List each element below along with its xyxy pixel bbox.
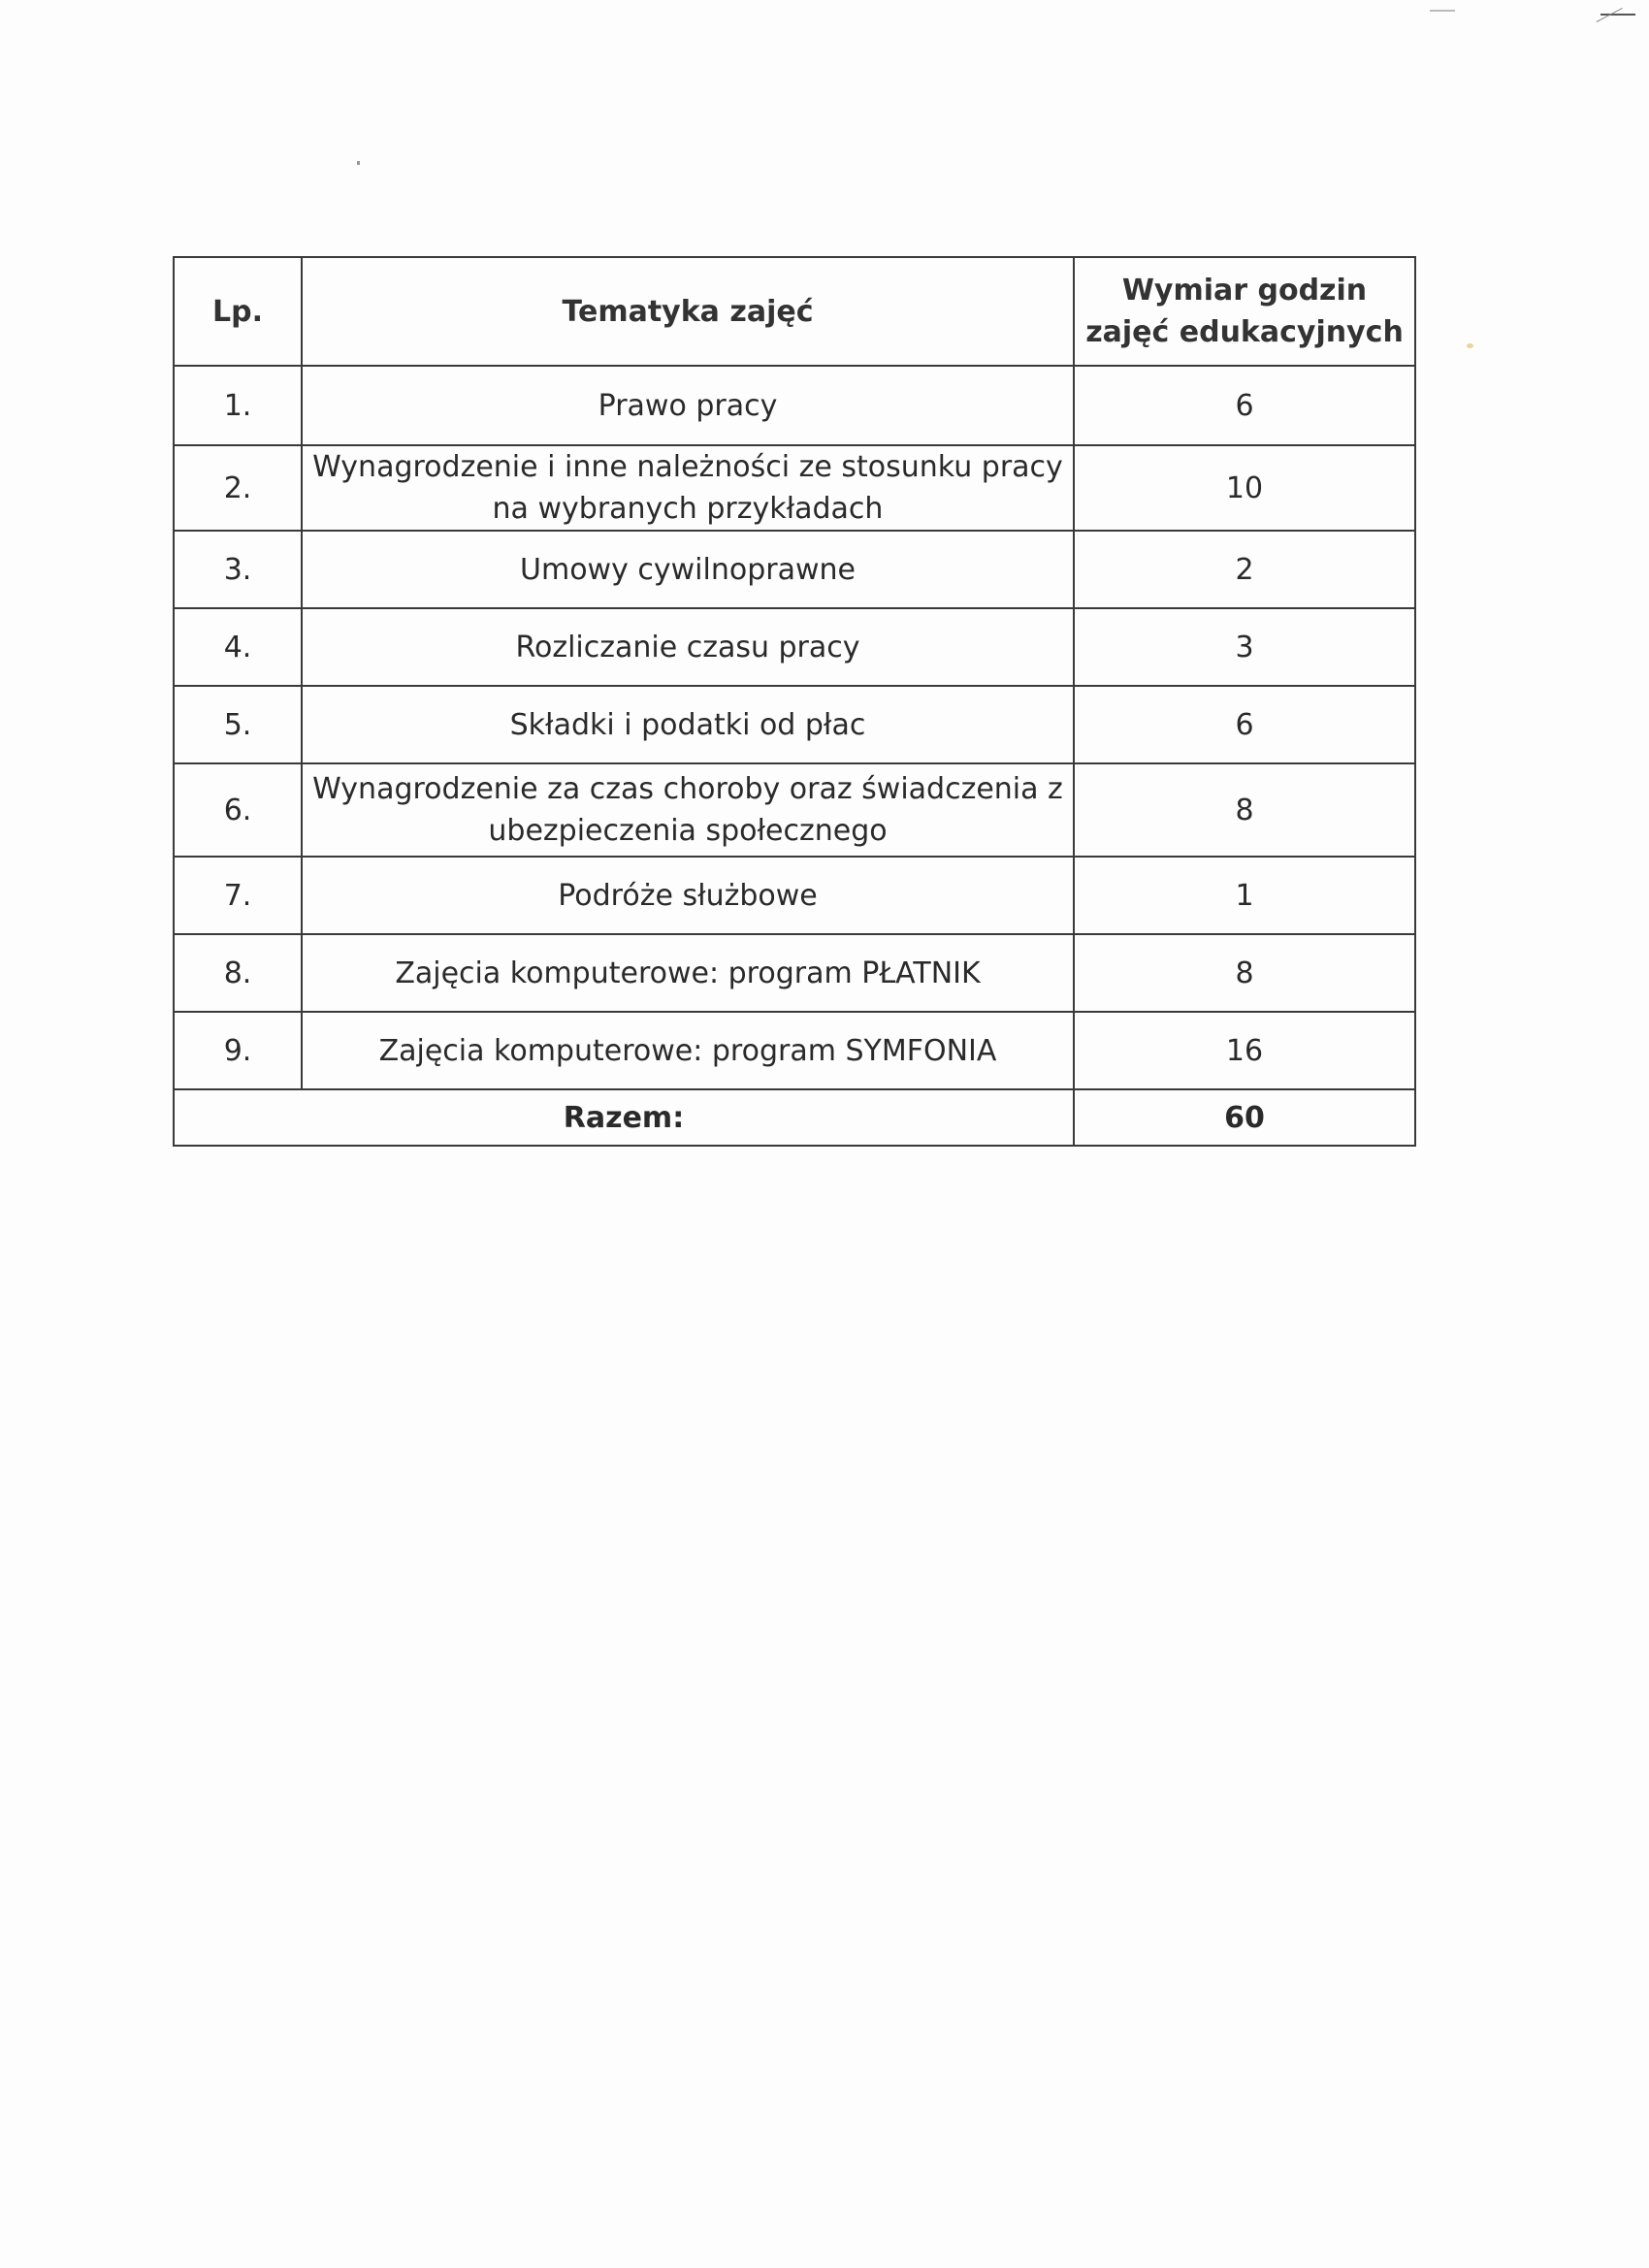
row-topic: Umowy cywilnoprawne	[302, 531, 1074, 608]
header-hours: Wymiar godzin zajęć edukacyjnych	[1074, 257, 1415, 366]
row-topic: Zajęcia komputerowe: program PŁATNIK	[302, 934, 1074, 1012]
row-hours: 10	[1074, 445, 1415, 531]
row-hours: 6	[1074, 366, 1415, 445]
scan-artifact	[1430, 10, 1455, 12]
table-header-row	[174, 257, 1415, 366]
scan-artifact	[1467, 343, 1473, 348]
row-topic: Zajęcia komputerowe: program SYMFONIA	[302, 1012, 1074, 1089]
row-topic: Podróże służbowe	[302, 857, 1074, 934]
row-hours: 16	[1074, 1012, 1415, 1089]
course-hours-table	[173, 256, 1416, 1147]
row-hours: 8	[1074, 934, 1415, 1012]
scan-artifact	[357, 161, 360, 165]
table-row	[174, 686, 1415, 763]
row-topic: Wynagrodzenie za czas choroby oraz świadczenia z ubezpieczenia społecznego	[302, 763, 1074, 857]
row-hours: 6	[1074, 686, 1415, 763]
row-topic: Wynagrodzenie i inne należności ze stosunku pracy na wybranych przykładach	[302, 445, 1074, 531]
row-number: 4.	[174, 608, 302, 686]
row-number: 9.	[174, 1012, 302, 1089]
table-row	[174, 608, 1415, 686]
row-number: 3.	[174, 531, 302, 608]
row-number: 5.	[174, 686, 302, 763]
row-number: 8.	[174, 934, 302, 1012]
table-row	[174, 531, 1415, 608]
table-row	[174, 1012, 1415, 1089]
row-topic: Prawo pracy	[302, 366, 1074, 445]
table-total-row	[174, 1089, 1415, 1146]
table-row	[174, 857, 1415, 934]
table-row	[174, 763, 1415, 857]
row-topic: Rozliczanie czasu pracy	[302, 608, 1074, 686]
header-lp: Lp.	[174, 257, 302, 366]
table-row	[174, 934, 1415, 1012]
row-topic: Składki i podatki od płac	[302, 686, 1074, 763]
row-hours: 8	[1074, 763, 1415, 857]
row-number: 6.	[174, 763, 302, 857]
row-number: 7.	[174, 857, 302, 934]
row-hours: 1	[1074, 857, 1415, 934]
header-topic: Tematyka zajęć	[302, 257, 1074, 366]
table-row	[174, 445, 1415, 531]
row-hours: 3	[1074, 608, 1415, 686]
row-number: 1.	[174, 366, 302, 445]
row-hours: 2	[1074, 531, 1415, 608]
table-row	[174, 366, 1415, 445]
row-number: 2.	[174, 445, 302, 531]
total-label: Razem:	[174, 1089, 1074, 1146]
total-hours: 60	[1074, 1089, 1415, 1146]
